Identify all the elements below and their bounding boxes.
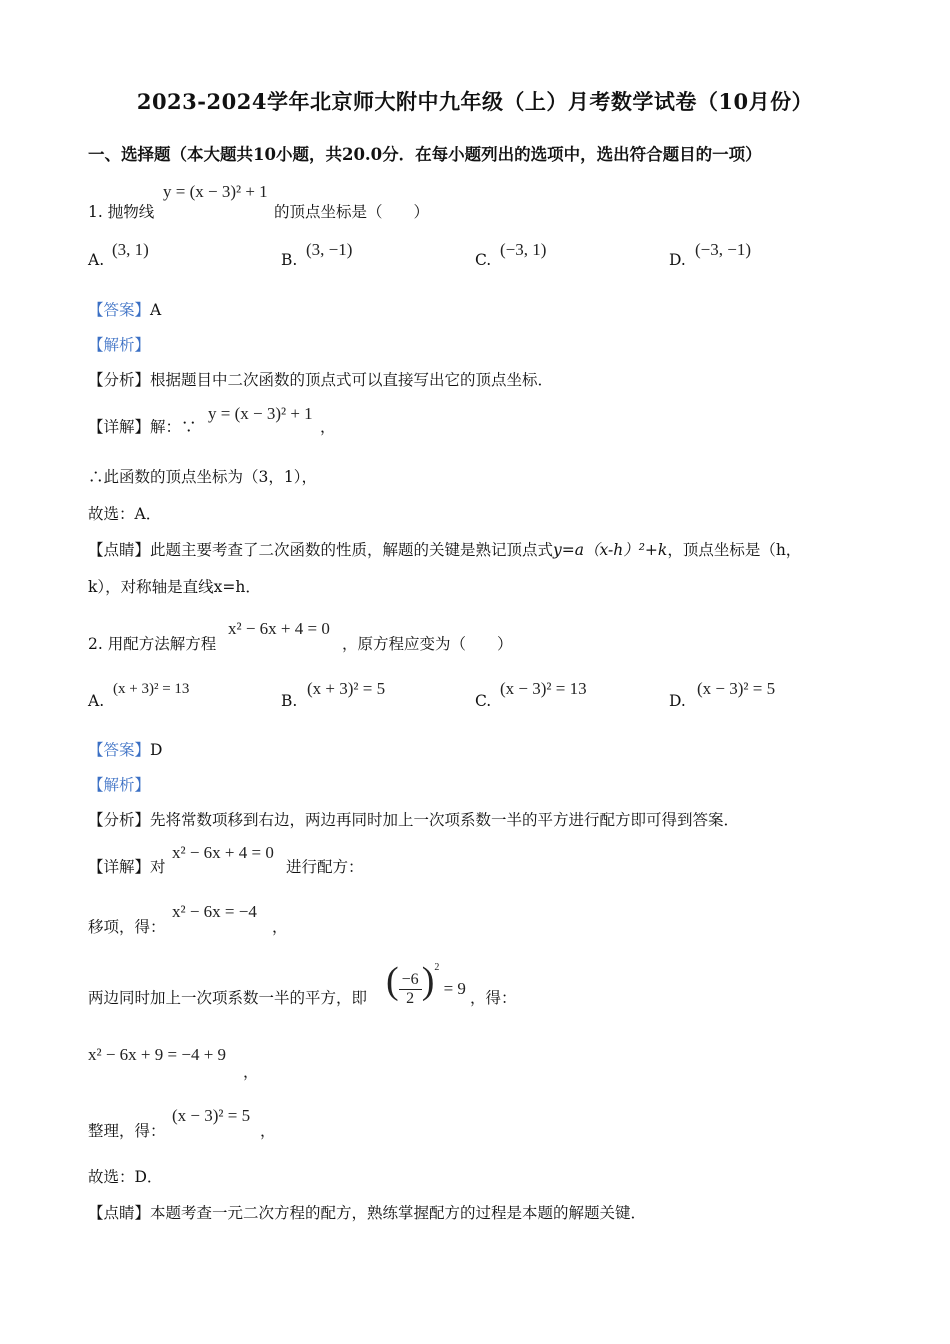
q1-analysis-tag: 【解析】 [88, 336, 151, 354]
section-heading: 一、选择题（本大题共10小题，共20.0分．在每小题列出的选项中，选出符合题目的一项） [88, 145, 762, 164]
q2-analysis-tag: 【解析】 [88, 776, 151, 794]
q2-fraction-expr: ( $\frac{-6}{2}$ )$^2$ = 9 [386, 960, 466, 1007]
q1-xiangjie-formula: y = (x − 3)² + 1 [208, 404, 313, 423]
q2-option-b-label[interactable]: B. [281, 692, 298, 710]
q1-stem-post: 的顶点坐标是（ ） [274, 203, 430, 221]
q1-answer-tag: 【答案】 [88, 301, 151, 319]
q2-xiangjie-pre: 对 [150, 858, 166, 876]
q1-xiangjie [88, 415, 197, 437]
q2-answer-tag: 【答案】 [88, 741, 151, 759]
q2-zhengli: 整理，得： [88, 1122, 166, 1140]
q2-dianjing-tag: 【点睛】 [88, 1204, 151, 1222]
q1-stem [88, 200, 154, 222]
q2-option-c-label[interactable]: C. [475, 692, 492, 710]
q2-stem [88, 632, 216, 654]
q2-xiangjie-tag: 【详解】 [88, 858, 151, 876]
q1-stem-pre: 抛物线 [107, 203, 155, 221]
q1-dianjing-tag: 【点睛】 [88, 541, 151, 559]
q2-option-c-value[interactable]: (x − 3)² = 13 [500, 679, 587, 698]
q2-liangbian: 两边同时加上一次项系数一半的平方，即 [88, 989, 368, 1007]
q1-line2: 故选：A． [88, 505, 162, 523]
q2-yixiang: 移项，得： [88, 918, 166, 936]
q1-dianjing-line2: k），对称轴是直线x=h． [88, 578, 261, 596]
q1-dianjing [88, 538, 801, 560]
q2-fenxi [88, 808, 739, 830]
q2-option-a-label[interactable]: A. [88, 692, 105, 710]
fraction-result: = 9 [443, 979, 466, 999]
q2-option-d-label[interactable]: D. [669, 692, 686, 710]
q1-option-b-label[interactable]: B. [281, 251, 298, 269]
q2-xiangjie-post: 进行配方： [286, 858, 364, 876]
q2-yixiang-comma: ， [272, 918, 288, 936]
q1-option-a-value[interactable]: (3, 1) [112, 240, 149, 259]
q2-dianjing [88, 1201, 646, 1223]
q1-number: 1. [88, 203, 103, 221]
q1-dianjing-formula: y=a（x-h）²+k [553, 541, 668, 559]
left-paren: ( [386, 960, 399, 1002]
q1-dianjing-text2: ，顶点坐标是（h， [667, 541, 802, 559]
q1-answer [88, 298, 161, 320]
q2-guxuan: 故选：D． [88, 1168, 163, 1186]
q2-step-formula: x² − 6x + 9 = −4 + 9 [88, 1045, 227, 1064]
q2-step-comma: ， [243, 1063, 259, 1081]
q2-option-a-value[interactable]: (x + 3)² = 13 [113, 681, 190, 697]
q2-dianjing-text: 本题考查一元二次方程的配方，熟练掌握配方的过程是本题的解题关键． [150, 1204, 647, 1222]
q2-stem-post: ，原方程应变为（ ） [342, 635, 513, 653]
q2-de: ，得： [470, 989, 517, 1007]
right-paren: ) [421, 960, 435, 1002]
q2-option-d-value[interactable]: (x − 3)² = 5 [697, 679, 776, 698]
q2-stem-pre: 用配方法解方程 [107, 635, 217, 653]
q1-xiangjie-tag: 【详解】 [88, 418, 151, 436]
q2-answer [88, 738, 162, 760]
q1-xiangjie-comma: ， [320, 418, 336, 436]
q2-fenxi-tag: 【分析】 [88, 811, 151, 829]
q1-option-d-label[interactable]: D. [669, 251, 686, 269]
q1-option-c-value[interactable]: (−3, 1) [500, 240, 547, 259]
q1-option-b-value[interactable]: (3, −1) [306, 240, 353, 259]
q2-xiangjie-formula: x² − 6x + 4 = 0 [172, 843, 274, 862]
q1-formula: y = (x − 3)² + 1 [163, 182, 268, 201]
q1-fenxi-text: 根据题目中二次函数的顶点式可以直接写出它的顶点坐标． [150, 371, 554, 389]
q2-xiangjie [88, 855, 166, 877]
fraction [399, 971, 422, 1008]
q2-zhengli-comma: ， [260, 1122, 276, 1140]
q1-option-d-value[interactable]: (−3, −1) [695, 240, 751, 259]
q1-answer-value: A [150, 301, 162, 319]
q1-option-c-label[interactable]: C. [475, 251, 492, 269]
q1-option-a-label[interactable]: A. [88, 251, 105, 269]
fraction-numerator: −6 [399, 971, 422, 990]
fraction-denominator: 2 [406, 989, 415, 1007]
q2-fenxi-text: 先将常数项移到右边，两边再同时加上一次项系数一半的平方进行配方即可得到答案． [150, 811, 740, 829]
q1-line1: ∴此函数的顶点坐标为（3，1）， [88, 468, 317, 486]
q2-option-b-value[interactable]: (x + 3)² = 5 [307, 679, 386, 698]
q1-fenxi [88, 368, 553, 390]
q1-xiangjie-pre: 解：∵ [150, 418, 197, 436]
q1-dianjing-text1: 此题主要考查了二次函数的性质，解题的关键是熟记顶点式 [150, 541, 554, 559]
q2-yixiang-formula: x² − 6x = −4 [172, 902, 257, 921]
page-title: 2023-2024学年北京师大附中九年级（上）月考数学试卷（10月份） [136, 89, 814, 114]
q1-fenxi-tag: 【分析】 [88, 371, 151, 389]
q2-number: 2. [88, 635, 103, 653]
q2-formula: x² − 6x + 4 = 0 [228, 619, 330, 638]
q2-zhengli-formula: (x − 3)² = 5 [172, 1106, 251, 1125]
q2-answer-value: D [150, 741, 163, 759]
